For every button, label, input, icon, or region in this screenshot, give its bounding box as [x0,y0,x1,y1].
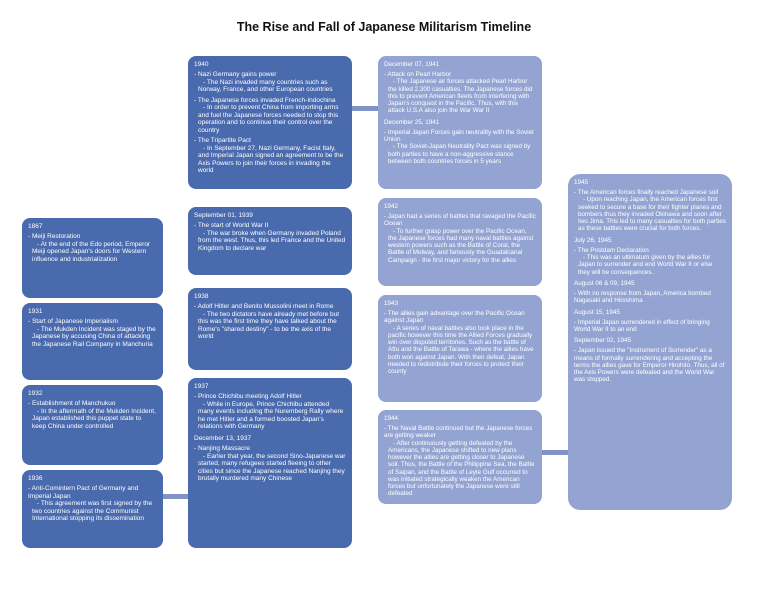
event-date: September 02, 1945 [574,337,632,345]
event-title: - Anti-Comintern Pact of Germany and Imperial Japan [28,485,139,500]
event-title: - The start of World War II [194,222,269,230]
event-date: 1944 [384,415,399,422]
event-title: - The Postdam Declaration [574,246,649,254]
event-title: - The American forces finally reached Japanese soil [574,189,719,197]
event-title: - The Naval Battle continued but the Japanese forces are getting weaker [384,425,533,440]
page-title: The Rise and Fall of Japanese Militarism Timeline [236,20,532,34]
event-description: - The Mukden Incident was staged by the Japanese by accusing China of attacking the Japanese Rail Company in Manchuria [32,325,156,348]
event-date: 1931 [28,308,43,315]
event-title: - Establishment of Manchukuo [28,400,116,408]
event-date: 1943 [384,300,399,307]
event-title: - Imperial Japan Forces gain neutrality with the Soviet Union [384,128,534,144]
event-description: - To further grasp power over the Pacific Ocean, the Japanese forces had many naval battles against western powers such as the Battle of Coral, the Battle of Midway, and famously the Guadalcanal Campaign - the first major victory for the allies [388,227,534,264]
event-description: - While in Europe, Prince Chichibu attended many events including the Nuremberg Rally where he met Hitler and a formed boosted Japan's relations with Germany [198,400,344,431]
event-description: - This was an ultimatum given by the allies for Japan to surrender and end World War II or else they will be consequences. [578,254,713,276]
event-title: - The allies gain advantage over the Pacific Ocean against Japan [384,310,525,325]
timeline-box-1940 [188,56,352,189]
event-date: 1940 [194,61,209,68]
event-date: 1938 [194,293,209,300]
event-date: December 13, 1937 [194,434,252,442]
event-title: - The Japanese forces invaded French-Indochina [194,96,336,104]
event-description: - In order to prevent China from importing arms and fuel the Japanese forces needed to stop this operation and to continue their control over the country [198,104,339,134]
event-description: - Earlier that year, the second Sino-Japanese war started, many refugees started fleeing to other cities but since the Japanese reached Nanjing they brutally murdered many Chinese [198,452,346,483]
timeline-box-1938 [188,288,352,370]
timeline-box-1867 [22,218,163,298]
event-description: - The Soviet-Japan Neutrality Pact was signed by both parties to have a non-aggressive stance between both countries forces in 5 years [388,143,531,165]
event-description: - In the aftermath of the Mukden Incident, Japan established this puppet state to keep China under controlled [32,407,156,430]
event-description: - The two dictators have already met before but this was the first time they have talked about the Rome's "shared destiny" - to be the axis of the world [198,310,340,341]
connector-1936-1937 [162,494,188,499]
event-description: - A series of naval battles also took place in the pacific however this time the Allied Forces gradually win over disputed territories. Such as the battle of Attu and the Battle of Tarawa - where the allies have both won against Japan. With their defeat, Japan needed to redistribute their forces to protect their county [388,324,534,376]
event-title: - Nazi Germany gains power [194,71,277,79]
timeline-box-1944 [378,410,542,504]
timeline-box-1932 [22,385,163,465]
event-date: 1937 [194,383,209,390]
event-date: 1932 [28,390,43,397]
connector-1940-1941 [352,106,380,111]
timeline-box-1939 [188,207,352,275]
event-date: August 06 & 09, 1945 [574,279,635,287]
event-description: - After continuously getting defeated by the Americans, the Japanese shifted to new plans however the allies are getting closer to Japanese soil. Thus, the Battle of the Philippine Sea, the Battle of Saipan, and the Battle of Leyte Gulf occurred to was initiated strategically weaken the American forces but unfortunately the Japanese were still defeated [388,439,535,498]
event-date: August 15, 1945 [574,308,620,316]
event-date: 1942 [384,203,399,210]
event-title: - Nanjing Massacre [194,445,250,453]
event-title: - Attack on Pearl Harbor [384,71,452,79]
event-date: December 25, 1941 [384,118,440,126]
event-title: - Meiji Restoration [28,233,81,241]
event-title: - Imperial Japan surrendered in effect of bringing World War II to an end [574,318,710,333]
event-date: July 26, 1945 [574,236,612,244]
connector-1944-1945 [542,450,568,455]
timeline-box-1943 [378,295,542,402]
timeline-box-1931 [22,303,163,380]
timeline-box-1945 [568,174,732,510]
timeline-box-1936 [22,470,163,548]
event-description: - This agreement was first signed by the two countries against the Communist International stopping its dissemination [32,500,153,523]
timeline-box-1941 [378,56,542,189]
event-title: - The Tripartite Pact [194,137,251,145]
event-description: - In September 27, Nazi Germany, Facist Italy, and Imperial Japan signed an agreement to be the Axis Powers to join their forces in invading the world [198,144,344,175]
event-title: - Japan issued the "Instrument of Surrender" as a means of formally surrendering and accepting the terms the allies gave for Emperor Hirohito. Thus, all of the Axis Powers were defeated and the World War was stopped. [574,347,725,384]
event-date: 1936 [28,475,43,482]
event-description: - The Nazi invaded many countries such as Norway, France, and other European countries [198,78,333,94]
event-description: - The Japanese air forces attacked Pearl Harbor the killed 2,300 casualties. The Japanese forces did this to prevent American fleets from interfering with Japan's conquest in the Pacific. Thus, with this attack U.S.A also join the War War II [388,78,533,115]
event-title: - Adolf Hitler and Benito Mussolini meet in Rome [194,303,334,311]
timeline-box-1942 [378,198,542,286]
event-description: - The war broke when Germany invaded Poland from the west. Thus, this led France and the United Kingdom to declare war [198,229,346,252]
timeline-box-1937 [188,378,352,548]
event-date: 1867 [28,223,43,230]
event-description: - At the end of the Edo period, Emperor Meiji opened Japan's doors for Western influence and industrialization [32,240,151,263]
event-date: September 01, 1939 [194,212,253,219]
event-date: 1945 [574,179,589,186]
event-description: - Upon reaching Japan, the American forces first seeked to secure a base for their fighter planes and bombers thus they invaded Okinawa and soon after Iwo Jima. This led to many casualties for both parties as these battles were crucial for both forces. [578,196,726,233]
event-title: - With no response from Japan, America bombed Nagasaki and Hiroshima [574,290,711,305]
event-title: - Japan had a series of battles that ravaged the Pacific Ocean [384,213,536,228]
event-title: - Start of Japanese Imperialism [28,318,118,326]
event-title: - Prince Chichibu meeting Adolf Hitler [194,393,302,401]
event-date: December 07, 1941 [384,61,440,68]
